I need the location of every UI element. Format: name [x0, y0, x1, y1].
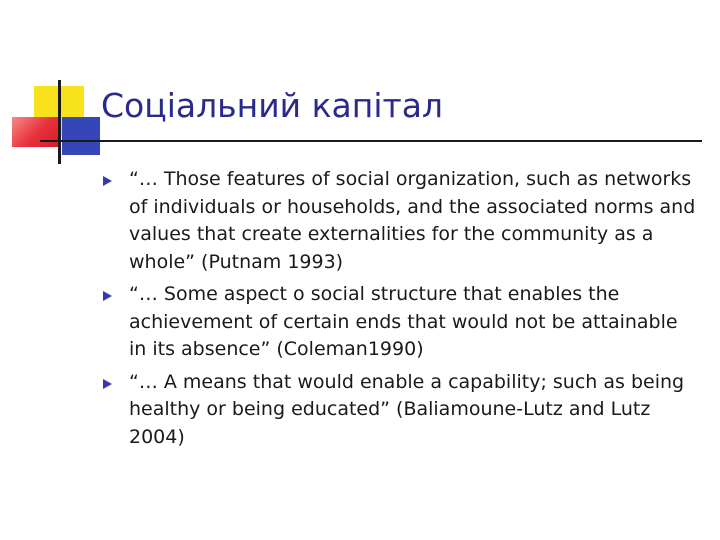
bullet-text: “… Those features of social organization, such as networks of individuals or households, and the associated norms and values that create externalities for the community as a whole” (Putnam 1993): [129, 168, 696, 273]
bullet-text: “… A means that would enable a capability; such as being healthy or being educated” (Baliamoune-Lutz and Lutz 2004): [129, 370, 685, 448]
bullet-item-putnam: [100, 166, 700, 276]
bullet-text: “… Some aspect o social structure that enables the achievement of certain ends that would not be attainable in its absence” (Coleman1990): [129, 283, 678, 360]
logo-blue-square: [62, 117, 100, 155]
title-underline: [40, 140, 702, 142]
triangle-bullet-icon: [103, 291, 112, 301]
bullet-list: [100, 166, 700, 456]
logo-vertical-line: [58, 80, 61, 164]
triangle-bullet-icon: [103, 379, 112, 389]
bullet-item-baliamoune: [100, 369, 700, 452]
slide-title: Соціальний капітал: [101, 86, 444, 125]
bullet-item-coleman: [100, 281, 700, 364]
triangle-bullet-icon: [103, 176, 112, 186]
logo-red-square: [12, 117, 58, 147]
